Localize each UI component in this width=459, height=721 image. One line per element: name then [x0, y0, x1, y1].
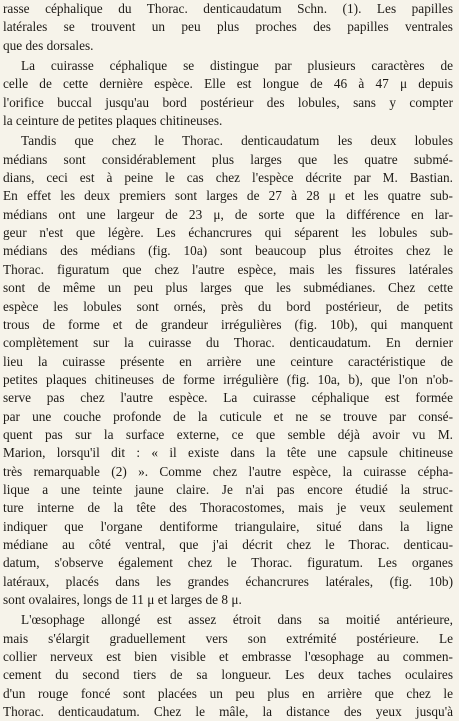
text-line: ture interne de la tête des Thoracostomes, mais je veux seulement [3, 500, 453, 516]
text-line: médiane au côté ventral, que j'ai décrit chez le Thorac. denticau- [3, 536, 453, 552]
paragraph-2 [3, 57, 453, 130]
text-line: lique a une teinte jaune claire. Je n'ai pas encore étudié la struc- [3, 481, 453, 497]
text-line: cement du second tiers de sa longueur. Les deux taches oculaires [3, 667, 453, 683]
text-line: sont de même un peu plus larges que les submédianes. Chez cette [3, 280, 453, 296]
text-line: mais s'élargit graduellement vers son extrémité postérieure. Le [3, 630, 453, 646]
text-line: médians sont considérablement plus larges que les quatre submé- [3, 151, 453, 167]
text-line: Marion, lorsqu'il dit : « il existe dans la tête une capsule chitineuse [3, 445, 453, 461]
document-page [3, 0, 453, 720]
paragraph-3 [3, 132, 453, 609]
paragraph-1 [3, 0, 453, 55]
text-line: collier nerveux est bien visible et embrasse l'œsophage au commen- [3, 649, 453, 665]
text-line: lieu la cuirasse présente en arrière une ceinture caractéristique de [3, 353, 453, 369]
text-line: latérales se trouvent un peu plus proches des papilles ventrales [3, 19, 453, 35]
text-line: complètement sur la cuirasse du Thorac. denticaudatum. En dernier [3, 335, 453, 351]
text-line: rasse céphalique du Thorac. denticaudatum Schn. (1). Les papilles [3, 1, 453, 16]
text-line: trous de forme et de grandeur irrégulières (fig. 10b), qui manquent [3, 316, 453, 332]
text-line: très remarquable (2) ». Comme chez l'autre espèce, la cuirasse cépha- [3, 463, 453, 479]
text-line: indiquer que l'organe dentiforme triangulaire, situé dans la ligne [3, 518, 453, 534]
text-line: Thorac. figuratum que chez l'autre espèce, mais les fissures latérales [3, 261, 453, 277]
text-line: quent pas sur la surface externe, ce que semble déjà avoir vu M. [3, 426, 453, 442]
text-line: par une couche profonde de la cuticule et ne se trouve par consé- [3, 408, 453, 424]
text-line: espèce les lobules sont ornés, près du bord postérieur, de petits [3, 298, 453, 314]
text-line: médians des médians (fig. 10a) sont beaucoup plus étroites chez le [3, 243, 453, 259]
text-line: Thorac. denticaudatum. Chez le mâle, la distance des yeux jusqu'à [3, 704, 453, 720]
text-line: dians, ceci est à peine le cas chez l'espèce décrite par M. Bastian. [3, 170, 453, 186]
text-line: que des dorsales. [3, 37, 94, 53]
paragraph-4 [3, 611, 453, 721]
text-line: serve pas chez l'autre espèce. La cuirasse céphalique est formée [3, 390, 453, 406]
text-line: latéraux, placés dans les grandes échancrures latérales, (fig. 10b) [3, 573, 453, 589]
text-line: geur n'est que légère. Les échancrures qui séparent les lobules sub- [3, 225, 453, 241]
text-line: médians ont une largeur de 23 μ, de sorte que la différence en lar- [3, 206, 453, 222]
text-line: celle de cette dernière espèce. Elle est longue de 46 à 47 μ depuis [3, 76, 453, 92]
text-line: En effet les deux premiers sont larges de 27 à 28 μ et les quatre sub- [3, 188, 453, 204]
text-line: Tandis que chez le Thorac. denticaudatum les deux lobules [21, 133, 453, 149]
text-line: La cuirasse céphalique se distingue par plusieurs caractères de [21, 58, 453, 74]
text-line: d'un rouge foncé sont placées un peu plus en arrière que chez le [3, 685, 453, 701]
text-line: la ceinture de petites plaques chitineuses. [3, 113, 223, 129]
text-line: l'orifice buccal jusqu'au bord postérieur des lobules, sans y compter [3, 94, 453, 110]
text-line: petites plaques chitineuses de forme irrégulière (fig. 10a, b), que l'on n'ob- [3, 371, 453, 387]
text-line: L'œsophage allongé est assez étroit dans sa moitié antérieure, [21, 612, 453, 628]
text-line: datum, s'observe également chez le Thorac. figuratum. Les organes [3, 555, 453, 571]
text-line: sont ovalaires, longs de 11 μ et larges de 8 μ. [3, 592, 242, 607]
